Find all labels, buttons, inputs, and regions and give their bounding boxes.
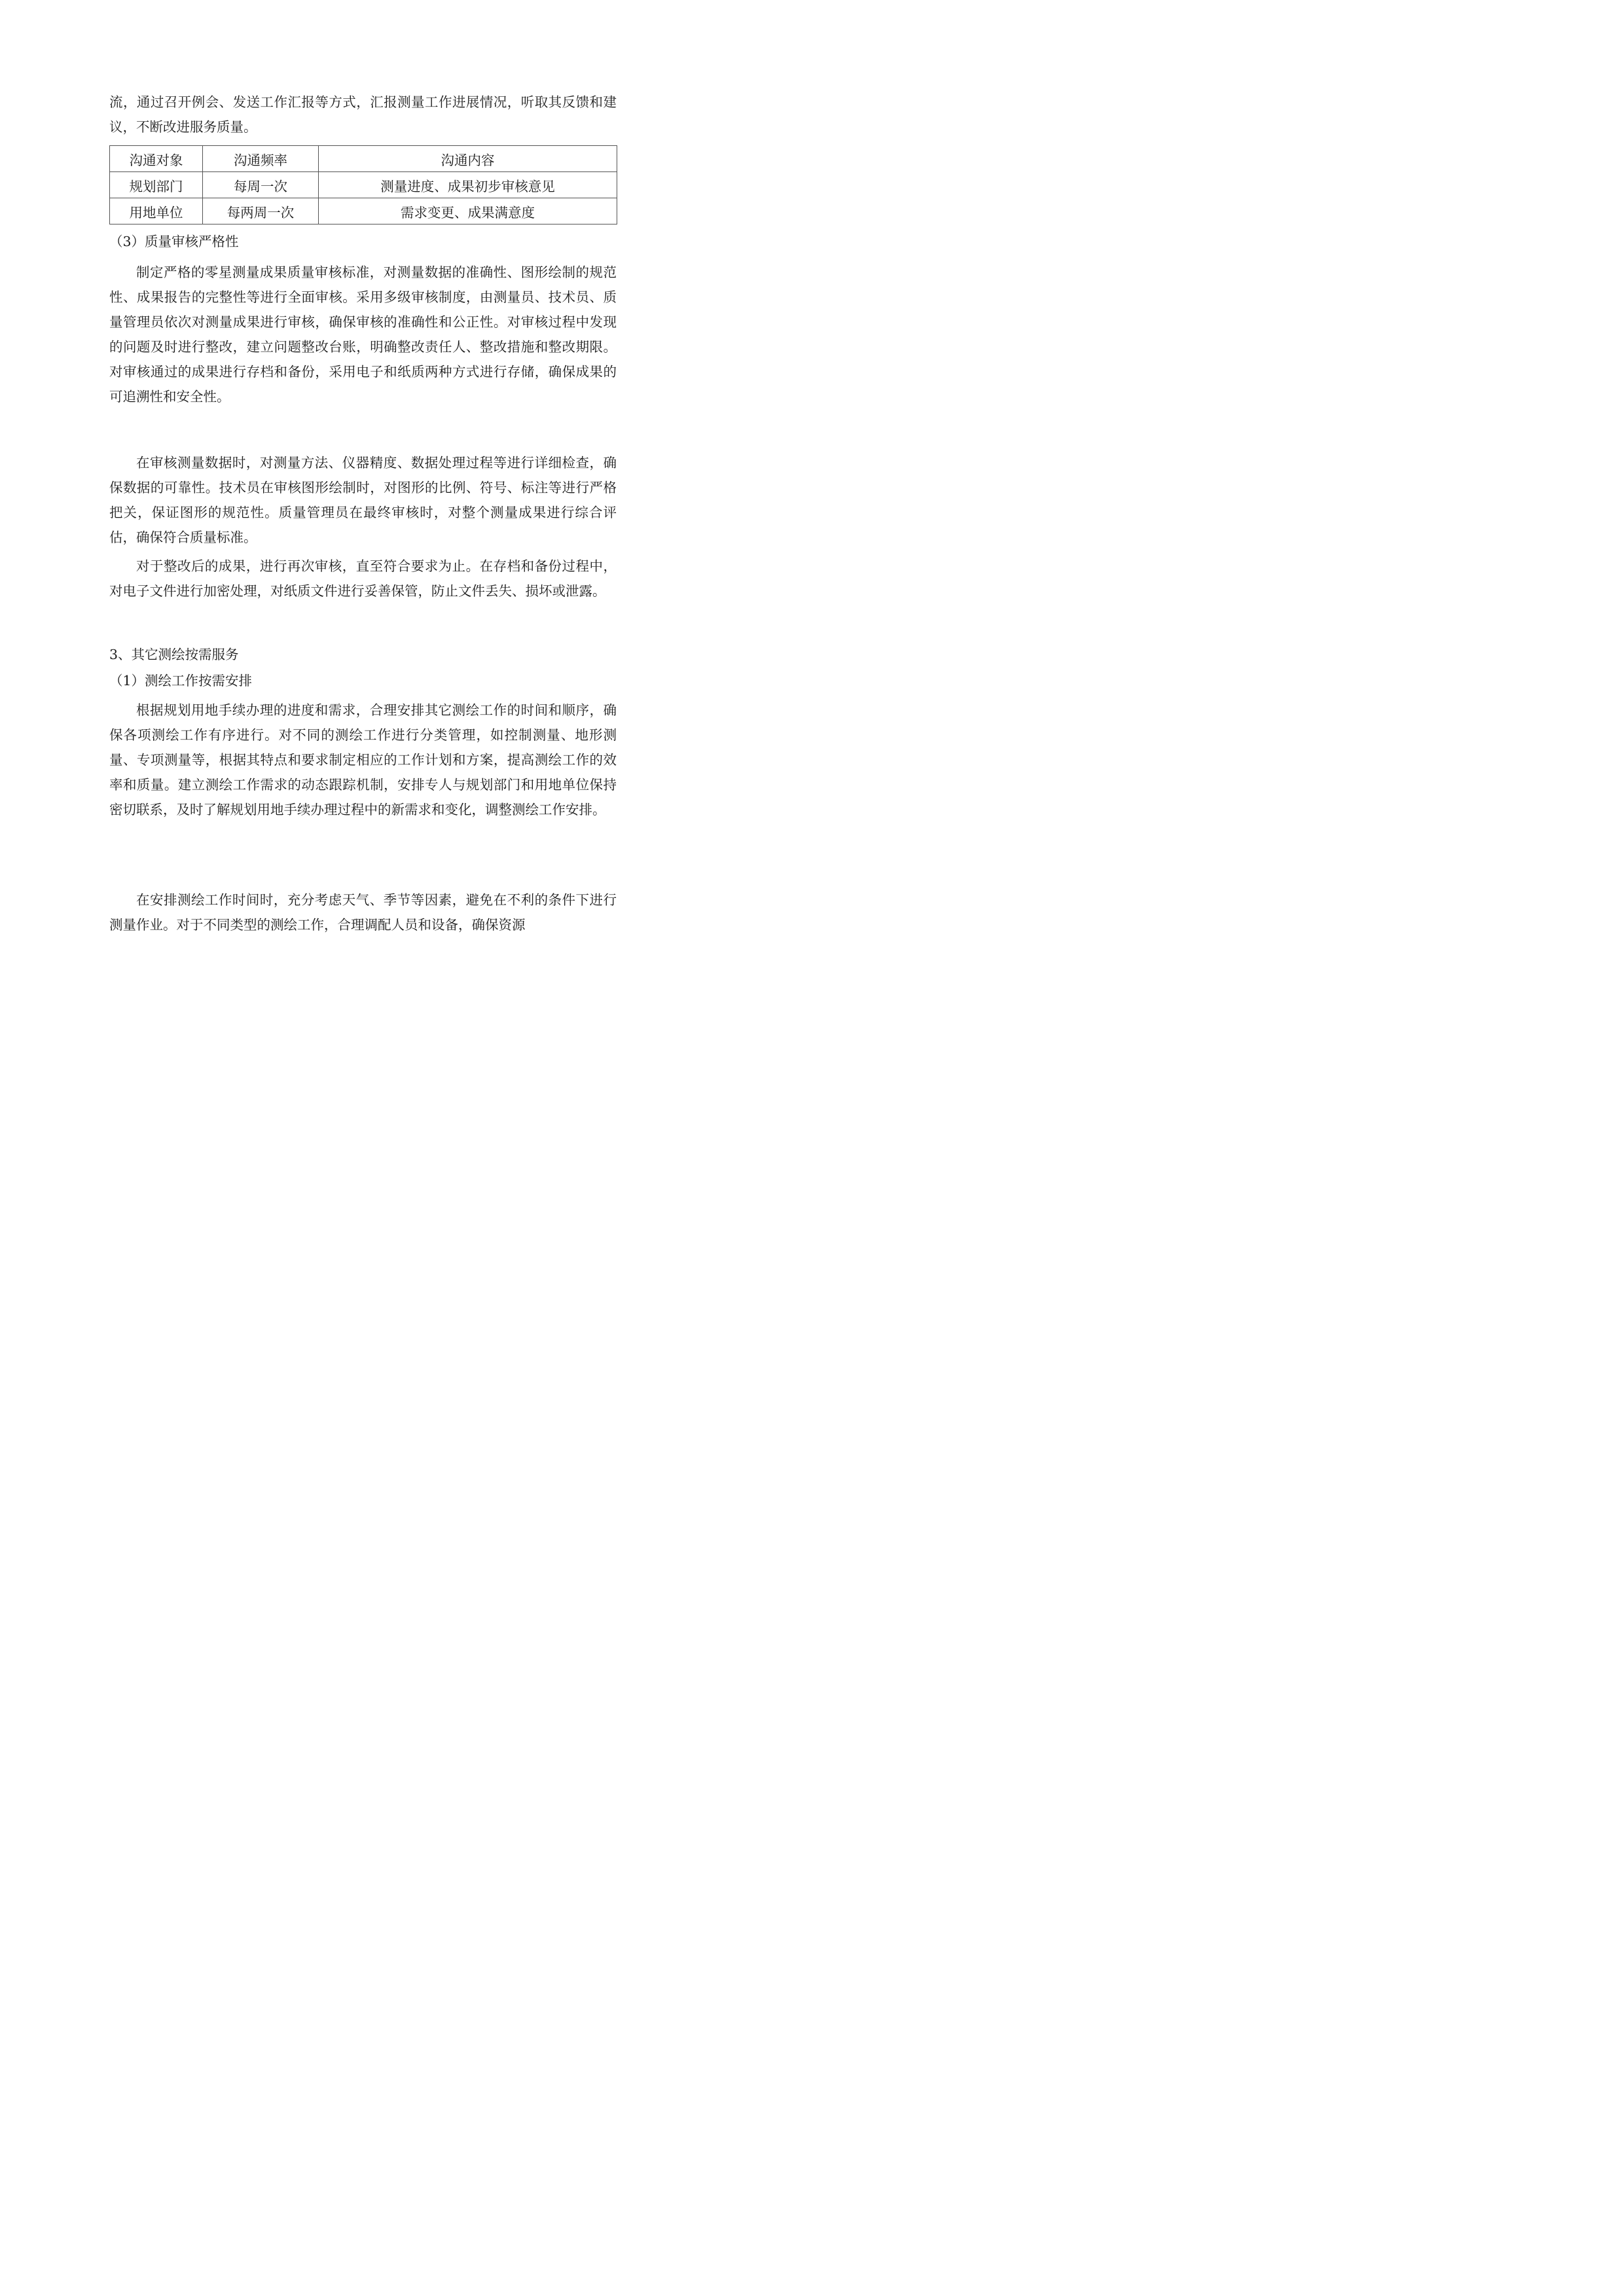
table-header-row xyxy=(110,146,617,172)
table-row xyxy=(110,198,617,224)
paragraph: 在安排测绘工作时间时，充分考虑天气、季节等因素，避免在不利的条件下进行测量作业。对于不同类型的测绘工作，合理调配人员和设备，确保资源 xyxy=(109,892,617,933)
table-cell: 每周一次 xyxy=(203,172,319,198)
table-cell: 每两周一次 xyxy=(203,198,319,224)
table-cell: 需求变更、成果满意度 xyxy=(319,198,617,224)
paragraph: 在审核测量数据时，对测量方法、仪器精度、数据处理过程等进行详细检查，确保数据的可靠性。技术员在审核图形绘制时，对图形的比例、符号、标注等进行严格把关，保证图形的规范性。质量管理员在最终审核时，对整个测量成果进行综合评估，确保符合质量标准。 xyxy=(109,455,617,545)
paragraph: 对于整改后的成果，进行再次审核，直至符合要求为止。在存档和备份过程中，对电子文件进行加密处理，对纸质文件进行妥善保管，防止文件丢失、损坏或泄露。 xyxy=(109,558,617,599)
paragraph: 制定严格的零星测量成果质量审核标准，对测量数据的准确性、图形绘制的规范性、成果报告的完整性等进行全面审核。采用多级审核制度，由测量员、技术员、质量管理员依次对测量成果进行审核，确保审核的准确性和公正性。对审核过程中发现的问题及时进行整改，建立问题整改台账，明确整改责任人、整改措施和整改期限。对审核通过的成果进行存档和备份，采用电子和纸质两种方式进行存储，确保成果的可追溯性和安全性。 xyxy=(109,264,617,404)
table-header-cell: 沟通对象 xyxy=(110,146,203,172)
subsection-heading: （1）测绘工作按需安排 xyxy=(109,673,253,689)
table-header-cell: 沟通频率 xyxy=(203,146,319,172)
table-row xyxy=(110,172,617,198)
table-header-cell: 沟通内容 xyxy=(319,146,617,172)
paragraph: 根据规划用地手续办理的进度和需求，合理安排其它测绘工作的时间和顺序，确保各项测绘工作有序进行。对不同的测绘工作进行分类管理，如控制测量、地形测量、专项测量等，根据其特点和要求制定相应的工作计划和方案，提高测绘工作的效率和质量。建立测绘工作需求的动态跟踪机制，安排专人与规划部门和用地单位保持密切联系，及时了解规划用地手续办理过程中的新需求和变化，调整测绘工作安排。 xyxy=(109,702,617,817)
section-heading-quality: （3）质量审核严格性 xyxy=(109,234,239,249)
section-heading-other: 3、其它测绘按需服务 xyxy=(109,647,239,662)
table-cell: 用地单位 xyxy=(110,198,203,224)
table-cell: 规划部门 xyxy=(110,172,203,198)
document-page xyxy=(0,0,720,1018)
table-cell: 测量进度、成果初步审核意见 xyxy=(319,172,617,198)
communication-table xyxy=(109,145,617,224)
intro-paragraph: 流，通过召开例会、发送工作汇报等方式，汇报测量工作进展情况，听取其反馈和建议，不断改进服务质量。 xyxy=(109,94,617,135)
